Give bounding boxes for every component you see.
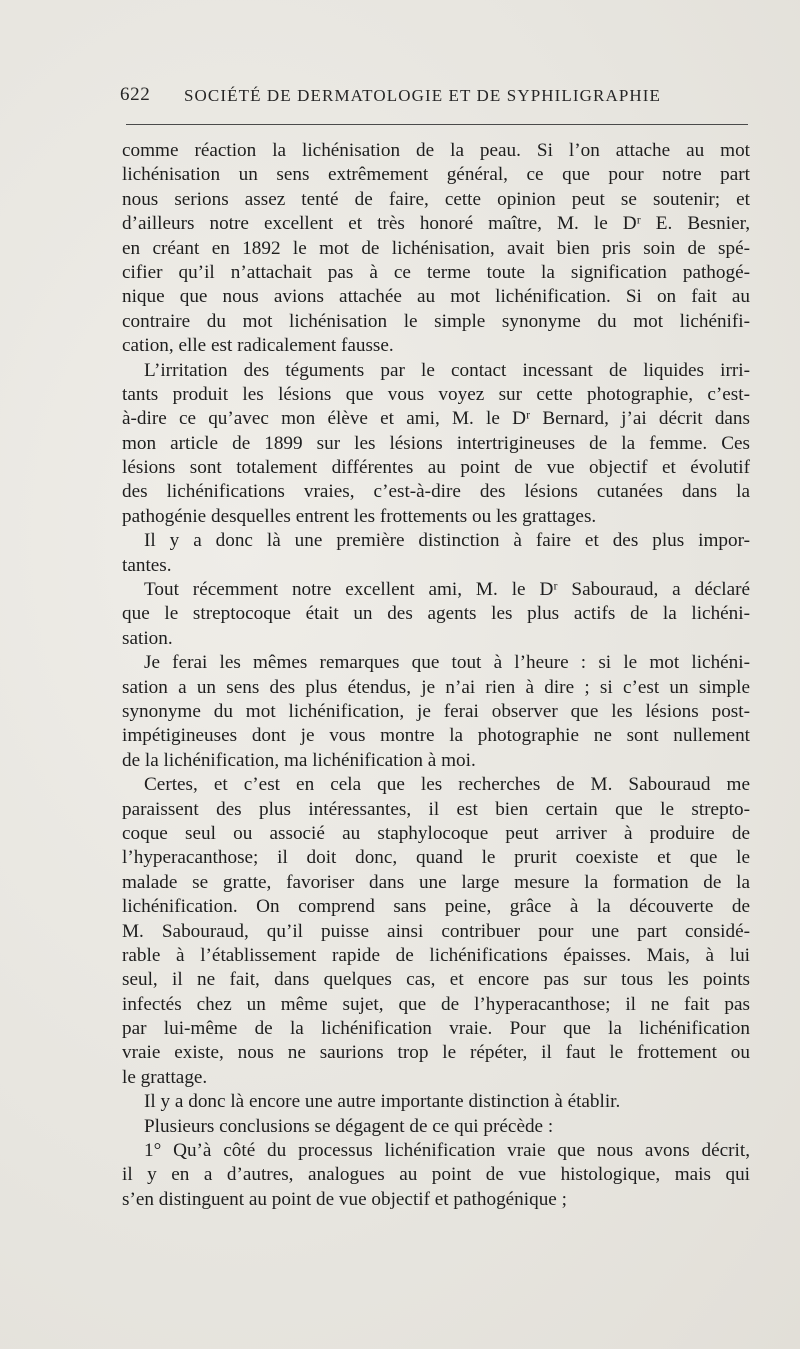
text-line: lichénification. On comprend sans peine, grâce à la découverte de bbox=[122, 896, 750, 918]
text-line: à-dire ce qu’avec mon élève et ami, M. le Dʳ Bernard, j’ai décrit dans bbox=[122, 408, 750, 430]
text-line: Il y a donc là une première distinction à faire et des plus impor- bbox=[144, 530, 750, 552]
page-header bbox=[120, 84, 748, 108]
text-line: il y en a d’autres, analogues au point de vue histologique, mais qui bbox=[122, 1164, 750, 1186]
text-line: synonyme du mot lichénification, je ferai observer que les lésions post- bbox=[122, 700, 750, 722]
text-line: malade se gratte, favoriser dans une large mesure la formation de la bbox=[122, 871, 750, 893]
text-line: que le streptocoque était un des agents les plus actifs de la lichéni- bbox=[122, 603, 750, 625]
text-line: rable à l’établissement rapide de lichénifications épaisses. Mais, à lui bbox=[122, 944, 750, 966]
text-line: infectés chez un même sujet, que de l’hyperacanthose; il ne fait pas bbox=[122, 993, 750, 1015]
text-line: des lichénifications vraies, c’est-à-dire des lésions cutanées dans la bbox=[122, 481, 750, 503]
text-line: s’en distinguent au point de vue objectif et pathogénique ; bbox=[122, 1188, 567, 1210]
text-line: tants produit les lésions que vous voyez sur cette photographie, c’est- bbox=[122, 383, 750, 405]
text-line: d’ailleurs notre excellent et très honoré maître, M. le Dʳ E. Besnier, bbox=[122, 213, 750, 235]
text-line: de la lichénification, ma lichénification à moi. bbox=[122, 749, 476, 771]
text-line: vraie existe, nous ne saurions trop le répéter, il faut le frottement ou bbox=[122, 1042, 750, 1064]
text-line: par lui-même de la lichénification vraie. Pour que la lichénification bbox=[122, 1018, 750, 1040]
text-line: contraire du mot lichénisation le simple synonyme du mot lichénifi- bbox=[122, 310, 750, 332]
text-line: mon article de 1899 sur les lésions intertrigineuses de la femme. Ces bbox=[122, 432, 750, 454]
text-line: Il y a donc là encore une autre importante distinction à établir. bbox=[144, 1091, 621, 1113]
header-rule bbox=[126, 124, 748, 125]
text-line: impétigineuses dont je vous montre la photographie ne sont nullement bbox=[122, 725, 750, 747]
text-line: l’hyperacanthose; il doit donc, quand le prurit coexiste et que le bbox=[122, 847, 750, 869]
text-line: M. Sabouraud, qu’il puisse ainsi contribuer pour une part considé- bbox=[122, 920, 750, 942]
text-line: nique que nous avions attachée au mot lichénification. Si on fait au bbox=[122, 286, 750, 308]
text-line: cifier qu’il n’attachait pas à ce terme toute la signification pathogé- bbox=[122, 261, 750, 283]
text-line: Tout récemment notre excellent ami, M. le Dʳ Sabouraud, a déclaré bbox=[144, 579, 750, 601]
body-text bbox=[122, 139, 750, 1212]
text-line: le grattage. bbox=[122, 1066, 208, 1088]
text-line: lichénisation un sens extrêmement général, ce que pour notre part bbox=[122, 164, 750, 186]
text-line: L’irritation des téguments par le contact incessant de liquides irri- bbox=[144, 359, 750, 381]
text-line: seul, il ne fait, dans quelques cas, et encore pas sur tous les points bbox=[122, 969, 750, 991]
text-line: Certes, et c’est en cela que les recherches de M. Sabouraud me bbox=[144, 774, 750, 796]
text-line: en créant en 1892 le mot de lichénisation, avait bien pris soin de spé- bbox=[122, 237, 750, 259]
text-line: Plusieurs conclusions se dégagent de ce qui précède : bbox=[144, 1115, 554, 1137]
text-line: tantes. bbox=[122, 554, 172, 576]
text-line: 1° Qu’à côté du processus lichénification vraie que nous avons décrit, bbox=[144, 1140, 750, 1162]
text-line: nous serions assez tenté de faire, cette opinion peut se soutenir; et bbox=[122, 188, 750, 210]
text-line: coque seul ou associé au staphylocoque peut arriver à produire de bbox=[122, 822, 750, 844]
text-line: sation. bbox=[122, 627, 173, 649]
text-line: sation a un sens des plus étendus, je n’ai rien à dire ; si c’est un simple bbox=[122, 676, 750, 698]
text-line: lésions sont totalement différentes au point de vue objectif et évolutif bbox=[122, 457, 750, 479]
page-number: 622 bbox=[120, 84, 151, 105]
text-line: cation, elle est radicalement fausse. bbox=[122, 335, 394, 357]
text-line: comme réaction la lichénisation de la peau. Si l’on attache au mot bbox=[122, 140, 750, 161]
text-line: paraissent des plus intéressantes, il est bien certain que le strepto- bbox=[122, 798, 750, 820]
text-line: Je ferai les mêmes remarques que tout à l’heure : si le mot lichéni- bbox=[144, 652, 750, 674]
running-title: SOCIÉTÉ DE DERMATOLOGIE ET DE SYPHILIGRAPHIE bbox=[184, 86, 662, 105]
text-line: pathogénie desquelles entrent les frottements ou les grattages. bbox=[122, 505, 597, 527]
